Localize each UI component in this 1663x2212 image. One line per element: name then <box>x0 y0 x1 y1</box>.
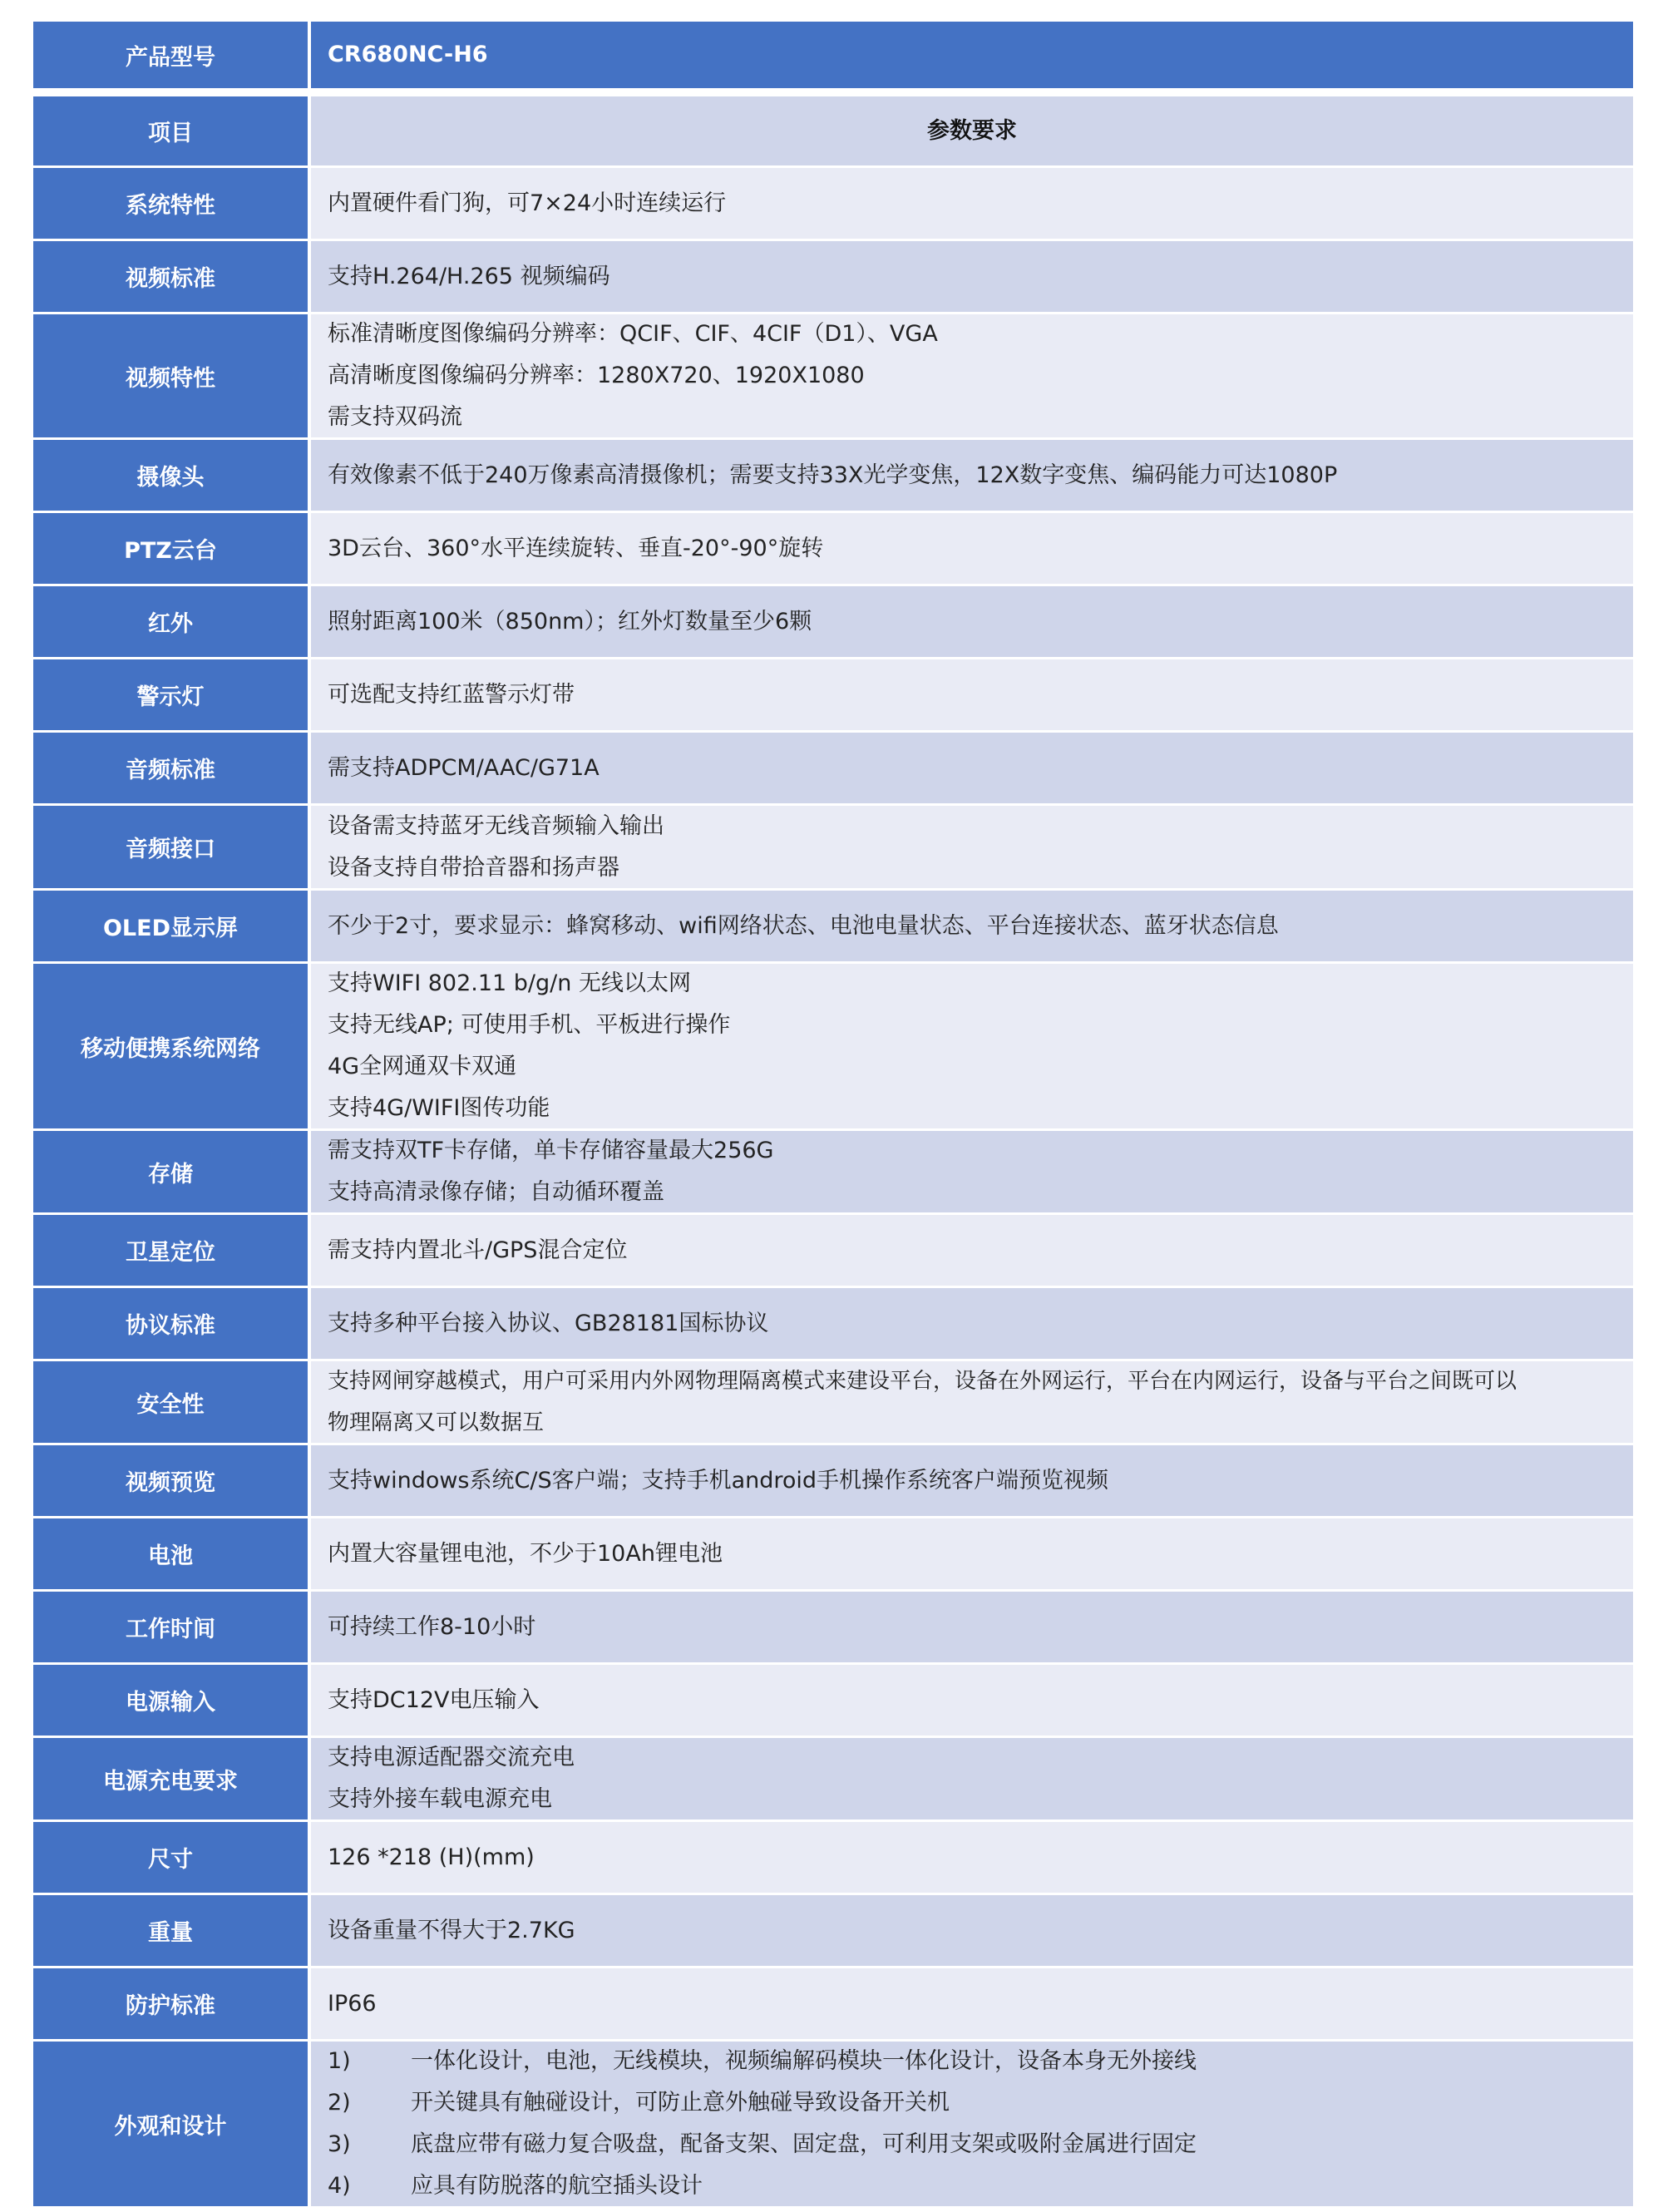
row-value <box>311 513 1633 584</box>
row-value-line: 内置大容量锂电池，不少于10Ah锂电池 <box>328 1540 723 1567</box>
table-row <box>33 964 1633 1128</box>
table-row <box>33 1895 1633 1966</box>
row-label: 重量 <box>33 1895 308 1966</box>
row-value-line: 支持电源适配器交流充电 <box>328 1745 575 1770</box>
row-value <box>311 659 1633 730</box>
design-item <box>328 2165 1616 2207</box>
row-value-line: 支持外接车载电源充电 <box>328 1786 552 1812</box>
design-item-number: 3) <box>328 2131 351 2157</box>
row-value <box>311 241 1633 312</box>
row-value <box>311 1738 1633 1819</box>
row-value <box>311 1895 1633 1966</box>
row-value-line: 高清晰度图像编码分辨率：1280X720、1920X1080 <box>328 363 865 388</box>
table-row <box>33 1131 1633 1212</box>
row-label: 警示灯 <box>33 659 308 730</box>
row-label: 视频预览 <box>33 1445 308 1516</box>
row-value-line: 设备需支持蓝牙无线音频输入输出 <box>328 812 664 839</box>
table-row <box>33 1822 1633 1893</box>
row-value-line: 支持网闸穿越模式，用户可采用内外网物理隔离模式来建设平台，设备在外网运行，平台在内网运行，设备与平台之间既可以 <box>328 1369 1517 1394</box>
row-value-line: 支持多种平台接入协议、GB28181国标协议 <box>328 1310 769 1336</box>
row-label: 存储 <box>33 1131 308 1212</box>
design-item-text: 应具有防脱落的航空插头设计 <box>411 2173 703 2199</box>
row-value-line: 不少于2寸，要求显示：蜂窝移动、wifi网络状态、电池电量状态、平台连接状态、蓝牙状态信息 <box>328 912 1279 939</box>
row-value <box>311 1361 1633 1443</box>
row-value <box>311 1665 1633 1736</box>
row-value-line: 支持WIFI 802.11 b/g/n 无线以太网 <box>328 970 691 996</box>
design-item-number: 4) <box>328 2173 351 2199</box>
row-value <box>311 1968 1633 2039</box>
row-value-line: 需支持双TF卡存储，单卡存储容量最大256G <box>328 1138 774 1163</box>
row-value <box>311 1288 1633 1359</box>
row-value <box>311 314 1633 437</box>
row-label: 电源充电要求 <box>33 1738 308 1819</box>
table-row <box>33 314 1633 437</box>
row-value-line: 支持windows系统C/S客户端；支持手机android手机操作系统客户端预览视频 <box>328 1467 1109 1494</box>
row-label: 红外 <box>33 586 308 657</box>
table-row <box>33 1592 1633 1662</box>
row-value-line: 物理隔离又可以数据互 <box>328 1410 545 1435</box>
row-value <box>311 1215 1633 1286</box>
row-value <box>311 2042 1633 2206</box>
row-label: 防护标准 <box>33 1968 308 2039</box>
table-row <box>33 1361 1633 1443</box>
row-label: 音频接口 <box>33 806 308 888</box>
row-value-line: 支持DC12V电压输入 <box>328 1686 540 1713</box>
row-value <box>311 964 1633 1128</box>
row-label: 视频特性 <box>33 314 308 437</box>
table-row <box>33 1288 1633 1359</box>
design-item-number: 1) <box>328 2048 351 2074</box>
row-label: 电池 <box>33 1518 308 1589</box>
table-row <box>33 1445 1633 1516</box>
table-row <box>33 1968 1633 2039</box>
model-row <box>33 22 1633 88</box>
row-value-line: 可持续工作8-10小时 <box>328 1613 536 1640</box>
row-value-line: 内置硬件看门狗，可7×24小时连续运行 <box>328 190 727 216</box>
design-item <box>328 2124 1616 2165</box>
table-row <box>33 1665 1633 1736</box>
row-value <box>311 1131 1633 1212</box>
column-header-item: 项目 <box>33 96 308 165</box>
row-label: 系统特性 <box>33 168 308 239</box>
design-item-number: 2) <box>328 2090 351 2116</box>
row-value <box>311 586 1633 657</box>
row-value-line: 需支持双码流 <box>328 404 462 430</box>
row-value-line: 支持无线AP; 可使用手机、平板进行操作 <box>328 1012 731 1038</box>
row-label: PTZ云台 <box>33 513 308 584</box>
table-row <box>33 1215 1633 1286</box>
model-label: 产品型号 <box>33 22 308 88</box>
row-value-line: IP66 <box>328 1990 377 2017</box>
row-value-line: 3D云台、360°水平连续旋转、垂直-20°-90°旋转 <box>328 535 824 561</box>
row-label: 工作时间 <box>33 1592 308 1662</box>
row-value-line: 4G全网通双卡双通 <box>328 1054 517 1079</box>
row-label: 电源输入 <box>33 1665 308 1736</box>
row-value <box>311 733 1633 803</box>
row-value <box>311 1445 1633 1516</box>
row-label: 摄像头 <box>33 440 308 511</box>
row-value-line: 126 *218 (H)(mm) <box>328 1844 535 1870</box>
row-value <box>311 1822 1633 1893</box>
column-header-requirement: 参数要求 <box>311 96 1633 165</box>
table-row <box>33 1738 1633 1819</box>
row-label: 视频标准 <box>33 241 308 312</box>
table-row <box>33 513 1633 584</box>
row-label: OLED显示屏 <box>33 891 308 961</box>
row-value-line: 设备支持自带拾音器和扬声器 <box>328 854 619 881</box>
column-header-row <box>33 96 1633 165</box>
table-row <box>33 168 1633 239</box>
row-label: 安全性 <box>33 1361 308 1443</box>
table-row <box>33 806 1633 888</box>
design-item-text: 一体化设计，电池，无线模块，视频编解码模块一体化设计，设备本身无外接线 <box>411 2048 1197 2074</box>
row-label: 协议标准 <box>33 1288 308 1359</box>
table-row <box>33 440 1633 511</box>
row-value-line: 可选配支持红蓝警示灯带 <box>328 681 575 708</box>
table-row <box>33 586 1633 657</box>
design-item-text: 开关键具有触碰设计，可防止意外触碰导致设备开关机 <box>411 2090 950 2116</box>
row-label: 尺寸 <box>33 1822 308 1893</box>
design-item-text: 底盘应带有磁力复合吸盘，配备支架、固定盘，可利用支架或吸附金属进行固定 <box>411 2131 1197 2157</box>
row-label: 音频标准 <box>33 733 308 803</box>
row-label: 卫星定位 <box>33 1215 308 1286</box>
row-value <box>311 1518 1633 1589</box>
design-item <box>328 2041 1616 2082</box>
row-value <box>311 1592 1633 1662</box>
table-row <box>33 659 1633 730</box>
table-row <box>33 2042 1633 2206</box>
row-value-line: 设备重量不得大于2.7KG <box>328 1917 575 1943</box>
row-label: 移动便携系统网络 <box>33 964 308 1128</box>
row-label: 外观和设计 <box>33 2042 308 2206</box>
row-value <box>311 168 1633 239</box>
row-value-line: 支持H.264/H.265 视频编码 <box>328 263 610 289</box>
row-value-line: 支持4G/WIFI图传功能 <box>328 1095 550 1121</box>
table-row <box>33 891 1633 961</box>
row-value-line: 需支持ADPCM/AAC/G71A <box>328 754 600 781</box>
table-row <box>33 733 1633 803</box>
row-value <box>311 440 1633 511</box>
row-value-line: 支持高清录像存储；自动循环覆盖 <box>328 1179 664 1205</box>
row-value <box>311 806 1633 888</box>
row-value <box>311 891 1633 961</box>
table-row <box>33 241 1633 312</box>
row-value-line: 照射距离100米（850nm）；红外灯数量至少6颗 <box>328 608 812 634</box>
spec-table <box>33 22 1633 2206</box>
design-item <box>328 2082 1616 2124</box>
row-value-line: 有效像素不低于240万像素高清摄像机；需要支持33X光学变焦，12X数字变焦、编码能力可达1080P <box>328 462 1338 488</box>
row-value-line: 标准清晰度图像编码分辨率：QCIF、CIF、4CIF（D1）、VGA <box>328 321 938 347</box>
row-value-line: 需支持内置北斗/GPS混合定位 <box>328 1237 628 1263</box>
model-value: CR680NC-H6 <box>311 22 1633 88</box>
table-row <box>33 1518 1633 1589</box>
